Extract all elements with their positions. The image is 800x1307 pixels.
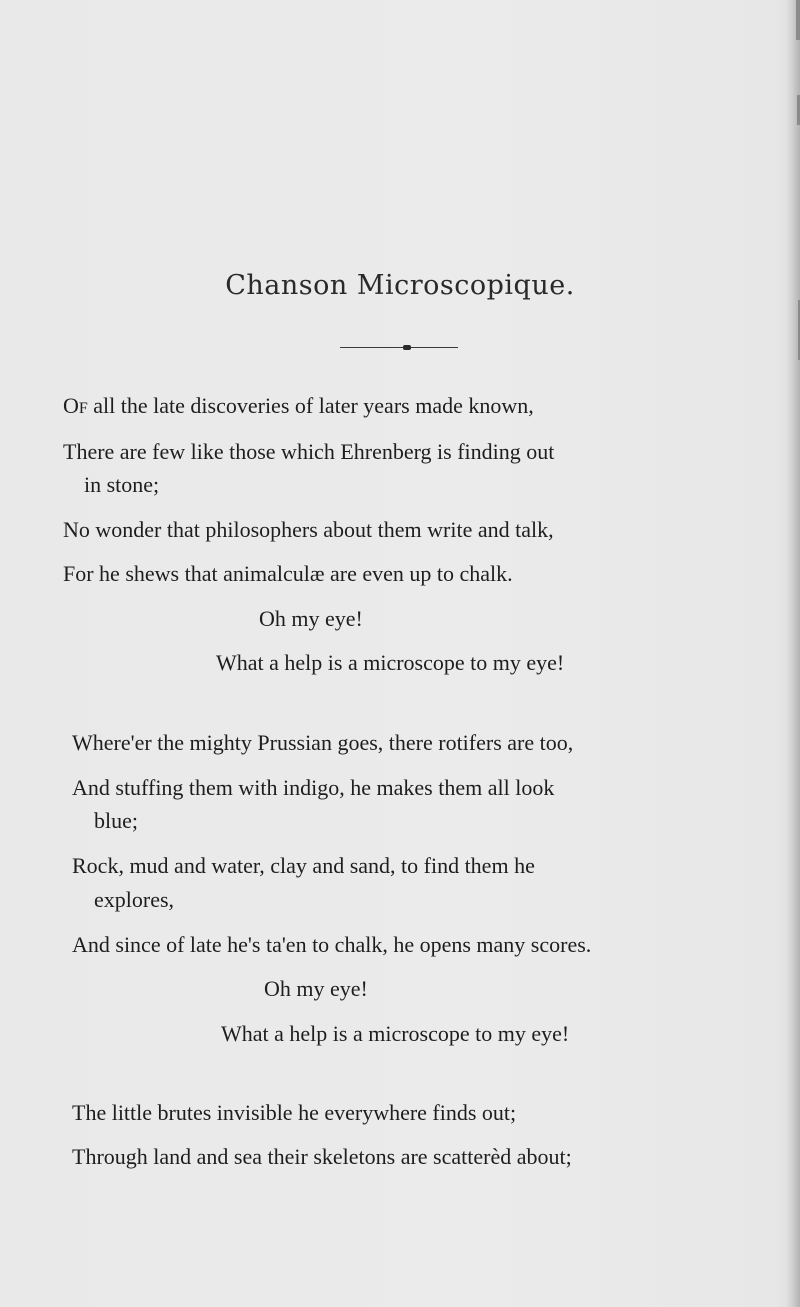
verse-refrain: Oh my eye! [264,976,368,1001]
verse-line: No wonder that philosophers about them write and talk, [63,517,554,542]
verse-line-rest: all the late discoveries of later years made known, [87,393,534,418]
verse-refrain: Oh my eye! [259,606,363,631]
verse-line [63,393,534,422]
poem-title: Chanson Microscopique. [225,270,575,301]
verse-line: There are few like those which Ehrenberg is finding out [63,439,555,464]
page-edge-shadow [786,0,800,1307]
verse-line: Through land and sea their skeletons are scatterèd about; [72,1144,572,1169]
verse-line-initial: O [63,393,79,418]
verse-line: blue; [94,808,138,833]
title-divider-ornament [403,345,411,350]
verse-refrain: What a help is a microscope to my eye! [216,650,565,675]
verse-line-smallcaps: F [78,400,88,417]
verse-line: And since of late he's ta'en to chalk, he opens many scores. [72,932,592,957]
page-edge-mark [796,0,800,40]
verse-line: For he shews that animalculæ are even up to chalk. [63,561,513,586]
verse-line: in stone; [84,472,160,497]
verse-line: Where'er the mighty Prussian goes, there rotifers are too, [72,730,574,755]
verse-line: The little brutes invisible he everywhere finds out; [72,1100,517,1125]
verse-line: Rock, mud and water, clay and sand, to find them he [72,853,535,878]
verse-line: And stuffing them with indigo, he makes them all look [72,775,555,800]
title-divider [340,347,458,348]
verse-refrain: What a help is a microscope to my eye! [221,1021,570,1046]
verse-line: explores, [94,887,175,912]
